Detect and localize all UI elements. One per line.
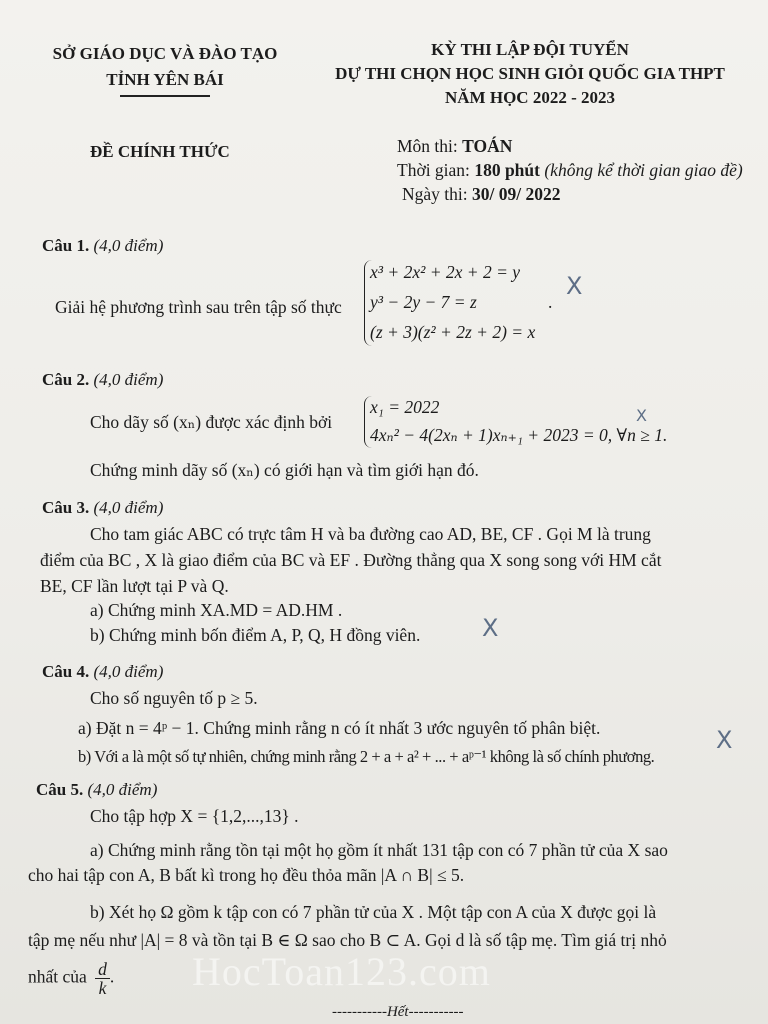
q4-title: Câu 4. (4,0 điểm) bbox=[42, 662, 164, 681]
fraction-numerator: d bbox=[95, 960, 110, 979]
q5-part-a1: a) Chứng minh rằng tồn tại một họ gồm ít nhất 131 tập con có 7 phần tử của X sao bbox=[90, 840, 668, 860]
end-marker: -----------Hết----------- bbox=[332, 1004, 464, 1020]
fraction bbox=[95, 960, 110, 997]
q3-part-b: b) Chứng minh bốn điểm A, P, Q, H đồng viên. bbox=[90, 625, 421, 645]
q3-title: Câu 3. (4,0 điểm) bbox=[42, 498, 164, 517]
time-line: Thời gian: 180 phút (không kể thời gian giao đề) bbox=[397, 160, 743, 180]
q2-text: Cho dãy số (xₙ) được xác định bởi bbox=[90, 412, 333, 432]
q5-part-b3: nhất của $\frac{d}{k}$ . bbox=[28, 959, 115, 998]
q4-part-a: a) Đặt n = 4ᵖ − 1. Chứng minh rằng n có ít nhất 3 ước nguyên tố phân biệt. bbox=[78, 718, 601, 738]
fraction-denominator: k bbox=[98, 978, 107, 998]
q2-eq1: x₁ = 2022 bbox=[370, 397, 440, 417]
q5-part-b2: tập mẹ nếu như |A| = 8 và tồn tại B ∈ Ω sao cho B ⊂ A. Gọi d là số tập mẹ. Tìm giá trị nhỏ bbox=[28, 930, 667, 950]
subject-line: Môn thi: TOÁN bbox=[397, 136, 513, 156]
official-label: ĐỀ CHÍNH THỨC bbox=[90, 142, 230, 161]
q4-part-b: b) Với a là một số tự nhiên, chứng minh rằng 2 + a + a² + ... + aᵖ⁻¹ không là số chính phương. bbox=[78, 747, 655, 766]
school-year: NĂM HỌC 2022 - 2023 bbox=[445, 88, 615, 107]
q3-line1: Cho tam giác ABC có trực tâm H và ba đường cao AD, BE, CF . Gọi M là trung bbox=[90, 524, 651, 544]
q4-line1: Cho số nguyên tố p ≥ 5. bbox=[90, 688, 258, 708]
q1-eq2: y³ − 2y − 7 = z bbox=[370, 292, 477, 312]
q3-line2: điểm của BC , X là giao điểm của BC và EF . Đường thẳng qua X song song với HM cắt bbox=[40, 550, 662, 570]
q1-text: Giải hệ phương trình sau trên tập số thực bbox=[55, 297, 342, 317]
exam-name: KỲ THI LẬP ĐỘI TUYỂN bbox=[431, 40, 629, 59]
q2-title: Câu 2. (4,0 điểm) bbox=[42, 370, 164, 389]
q2-text2: Chứng minh dãy số (xₙ) có giới hạn và tìm giới hạn đó. bbox=[90, 460, 479, 480]
handwritten-x-mark: X bbox=[716, 726, 733, 754]
q1-eq1: x³ + 2x² + 2x + 2 = y bbox=[370, 262, 521, 282]
province-name: TỈNH YÊN BÁI bbox=[106, 70, 224, 89]
handwritten-x-mark: X bbox=[566, 272, 583, 300]
q5-title: Câu 5. (4,0 điểm) bbox=[36, 780, 158, 799]
q1-end: . bbox=[548, 292, 553, 312]
header-underline bbox=[120, 95, 210, 97]
handwritten-x-mark: X bbox=[482, 614, 499, 642]
q2-eq2: 4xₙ² − 4(2xₙ + 1)xₙ₊₁ + 2023 = 0, ∀n ≥ 1. bbox=[370, 425, 668, 445]
q1-title: Câu 1. (4,0 điểm) bbox=[42, 236, 164, 255]
exam-subtitle: DỰ THI CHỌN HỌC SINH GIỎI QUỐC GIA THPT bbox=[335, 64, 725, 83]
handwritten-x-mark: X bbox=[636, 406, 647, 425]
department-name: SỞ GIÁO DỤC VÀ ĐÀO TẠO bbox=[52, 44, 278, 63]
q5-line1: Cho tập hợp X = {1,2,...,13} . bbox=[90, 806, 299, 826]
q5-part-a2: cho hai tập con A, B bất kì trong họ đều thỏa mãn |A ∩ B| ≤ 5. bbox=[28, 865, 465, 885]
q5-part-b1: b) Xét họ Ω gồm k tập con có 7 phần tử của X . Một tập con A của X được gọi là bbox=[90, 902, 657, 922]
q3-part-a: a) Chứng minh XA.MD = AD.HM . bbox=[90, 600, 343, 620]
site-watermark: HocToan123.com bbox=[192, 949, 491, 994]
q1-eq3: (z + 3)(z² + 2z + 2) = x bbox=[370, 322, 536, 342]
date-line: Ngày thi: 30/ 09/ 2022 bbox=[402, 184, 561, 204]
q3-line3: BE, CF lần lượt tại P và Q. bbox=[40, 576, 229, 596]
